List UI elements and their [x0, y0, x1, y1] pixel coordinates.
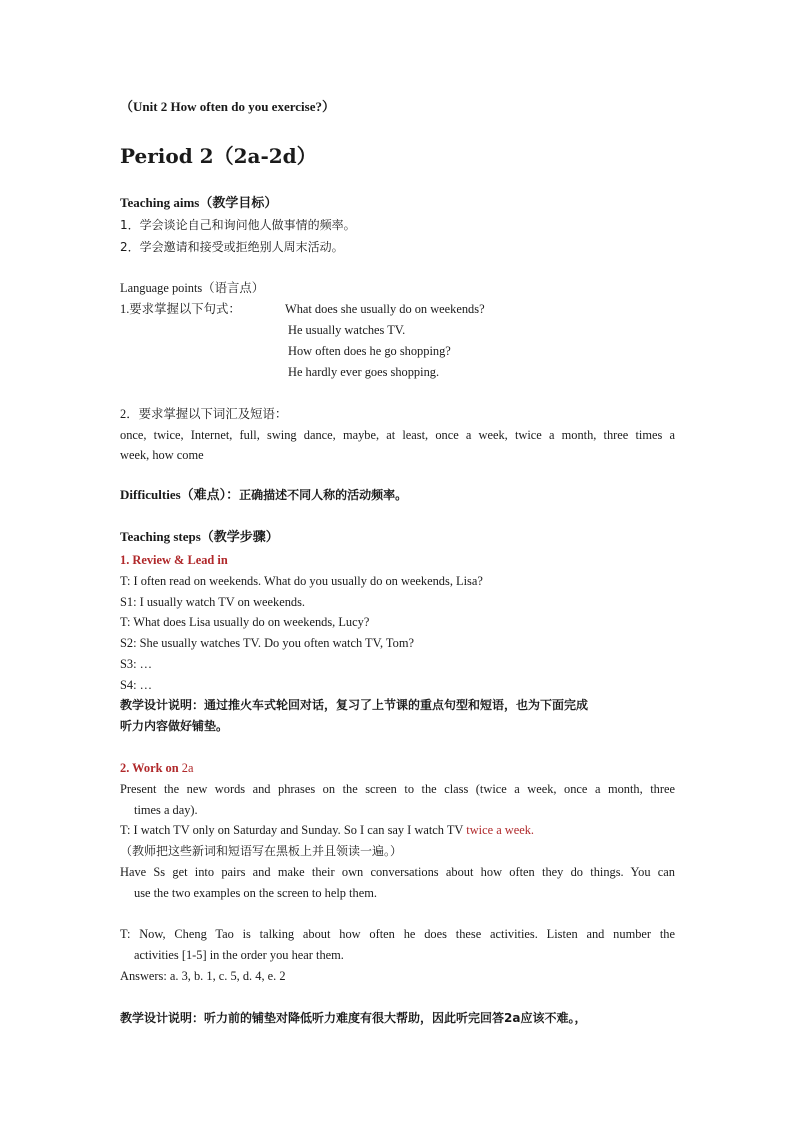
- difficulties-text: 正确描述不同人称的活动频率。: [239, 488, 408, 502]
- difficulties: [120, 487, 407, 503]
- sentence-1: What does she usually do on weekends?: [285, 302, 485, 316]
- teacher-line-prefix: T: I watch TV only on Saturday and Sunday. So I can say I watch TV: [120, 823, 467, 837]
- listen-line-2: activities [1-5] in the order you hear them.: [134, 948, 344, 962]
- difficulties-label: Difficulties（难点）：: [120, 487, 240, 502]
- language-points-item2-label: 2．要求掌握以下词汇及短语：: [120, 407, 288, 421]
- period-title: Period 2（2a-2d）: [120, 144, 317, 168]
- step1-note-line-2: 听力内容做好铺垫。: [120, 719, 229, 733]
- sentence-2: He usually watches TV.: [288, 323, 406, 337]
- step1-note-line-1: 教学设计说明：通过推火车式轮回对话，复习了上节课的重点句型和短语，也为下面完成: [120, 698, 589, 712]
- sentence-3: How often does he go shopping?: [288, 344, 451, 358]
- step1-title: 1. Review & Lead in: [120, 553, 228, 567]
- present-line-2: times a day).: [134, 803, 198, 817]
- language-points-item1-label: 1.要求掌握以下句式：: [120, 302, 241, 316]
- vocab-line-1: once, twice, Internet, full, swing dance, maybe, at least, once a week, twice a month, three times a: [120, 428, 675, 442]
- unit-title: （Unit 2 How often do you exercise?）: [120, 99, 335, 114]
- step2-title-suffix: 2a: [181, 761, 194, 775]
- dialogue-line-1: T: I often read on weekends. What do you usually do on weekends, Lisa?: [120, 574, 483, 588]
- listen-line-1: T: Now, Cheng Tao is talking about how often he does these activities. Listen and number the: [120, 927, 675, 941]
- step2-title: [120, 760, 193, 776]
- dialogue-line-3: T: What does Lisa usually do on weekends, Lucy?: [120, 615, 370, 629]
- teacher-line-highlight: twice a week.: [466, 823, 535, 837]
- teaching-steps-heading: Teaching steps（教学步骤）: [120, 529, 279, 544]
- pairs-line-1: Have Ss get into pairs and make their own conversations about how often they do things. You can: [120, 865, 675, 879]
- teaching-aims-heading: Teaching aims（教学目标）: [120, 195, 278, 210]
- answers: Answers: a. 3, b. 1, c. 5, d. 4, e. 2: [120, 969, 286, 983]
- dialogue-line-6: S4: …: [120, 678, 153, 692]
- step2-title-prefix: 2. Work on: [120, 761, 182, 775]
- dialogue-line-5: S3: …: [120, 657, 153, 671]
- aim-item-2: 2．学会邀请和接受或拒绝别人周末活动。: [120, 240, 344, 254]
- dialogue-line-2: S1: I usually watch TV on weekends.: [120, 595, 306, 609]
- board-note: （教师把这些新词和短语写在黑板上并且领读一遍。）: [120, 844, 403, 858]
- present-line-1: Present the new words and phrases on the screen to the class (twice a week, once a month, three: [120, 782, 675, 796]
- dialogue-line-4: S2: She usually watches TV. Do you often watch TV, Tom?: [120, 636, 414, 650]
- language-points-heading: Language points（语言点）: [120, 281, 265, 295]
- vocab-line-2: week, how come: [120, 448, 204, 462]
- sentence-4: He hardly ever goes shopping.: [288, 365, 440, 379]
- aim-item-1: 1．学会谈论自己和询问他人做事情的频率。: [120, 218, 356, 232]
- pairs-line-2: use the two examples on the screen to help them.: [134, 886, 377, 900]
- teacher-line: [120, 822, 534, 838]
- step2-note: 教学设计说明：听力前的铺垫对降低听力难度有很大帮助，因此听完回答2a应该不难。，: [120, 1011, 587, 1025]
